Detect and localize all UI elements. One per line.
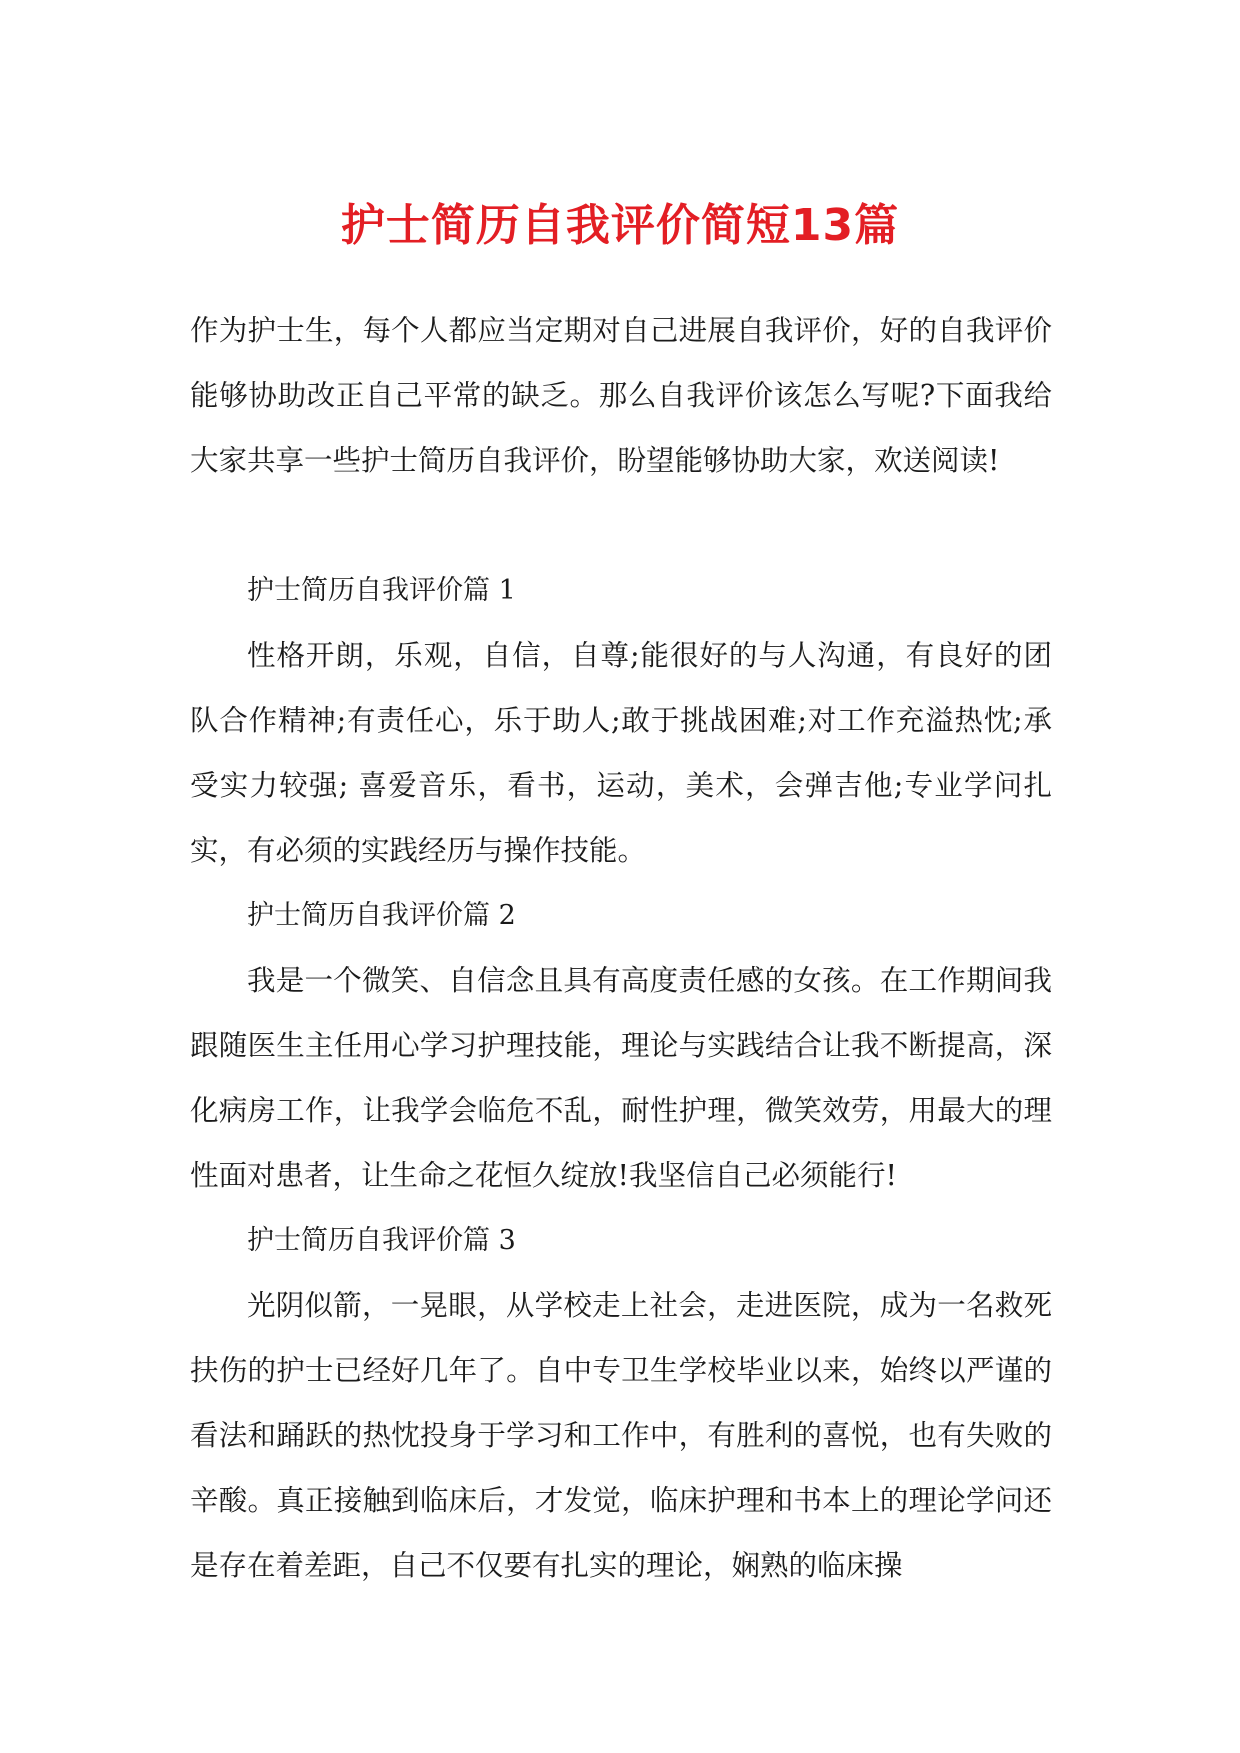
document-title: 护士简历自我评价简短13篇 (340, 200, 900, 251)
section-body-2: 我是一个微笑、自信念且具有高度责任感的女孩。在工作期间我跟随医生主任用心学习护理技能，理论与实践结合让我不断提高，深化病房工作，让我学会临危不乱，耐性护理，微笑效劳，用最大的理性面对患者，让生命之花恒久绽放!我坚信自己必须能行! (190, 964, 1052, 1192)
section-body-1: 性格开朗，乐观，自信，自尊;能很好的与人沟通，有良好的团队合作精神;有责任心，乐于助人;敢于挑战困难;对工作充溢热忱;承受实力较强; 喜爱音乐，看书，运动，美术，会弹吉他;专业学问扎实，有必须的实践经历与操作技能。 (190, 639, 1052, 867)
document-body (190, 298, 1052, 1598)
section-body-3: 光阴似箭，一晃眼，从学校走上社会，走进医院，成为一名救死扶伤的护士已经好几年了。自中专卫生学校毕业以来，始终以严谨的看法和踊跃的热忱投身于学习和工作中，有胜利的喜悦，也有失败的辛酸。真正接触到临床后，才发觉，临床护理和书本上的理论学问还是存在着差距，自己不仅要有扎实的理论，娴熟的临床操 (190, 1289, 1052, 1582)
section-heading-1: 护士简历自我评价篇 1 (247, 575, 516, 606)
section-spacer (190, 493, 1052, 558)
section-heading-2: 护士简历自我评价篇 2 (247, 900, 516, 931)
section-heading-3: 护士简历自我评价篇 3 (247, 1225, 516, 1256)
intro-paragraph: 作为护士生，每个人都应当定期对自己进展自我评价，好的自我评价能够协助改正自己平常的缺乏。那么自我评价该怎么写呢?下面我给大家共享一些护士简历自我评价，盼望能够协助大家，欢送阅读! (190, 314, 1052, 477)
